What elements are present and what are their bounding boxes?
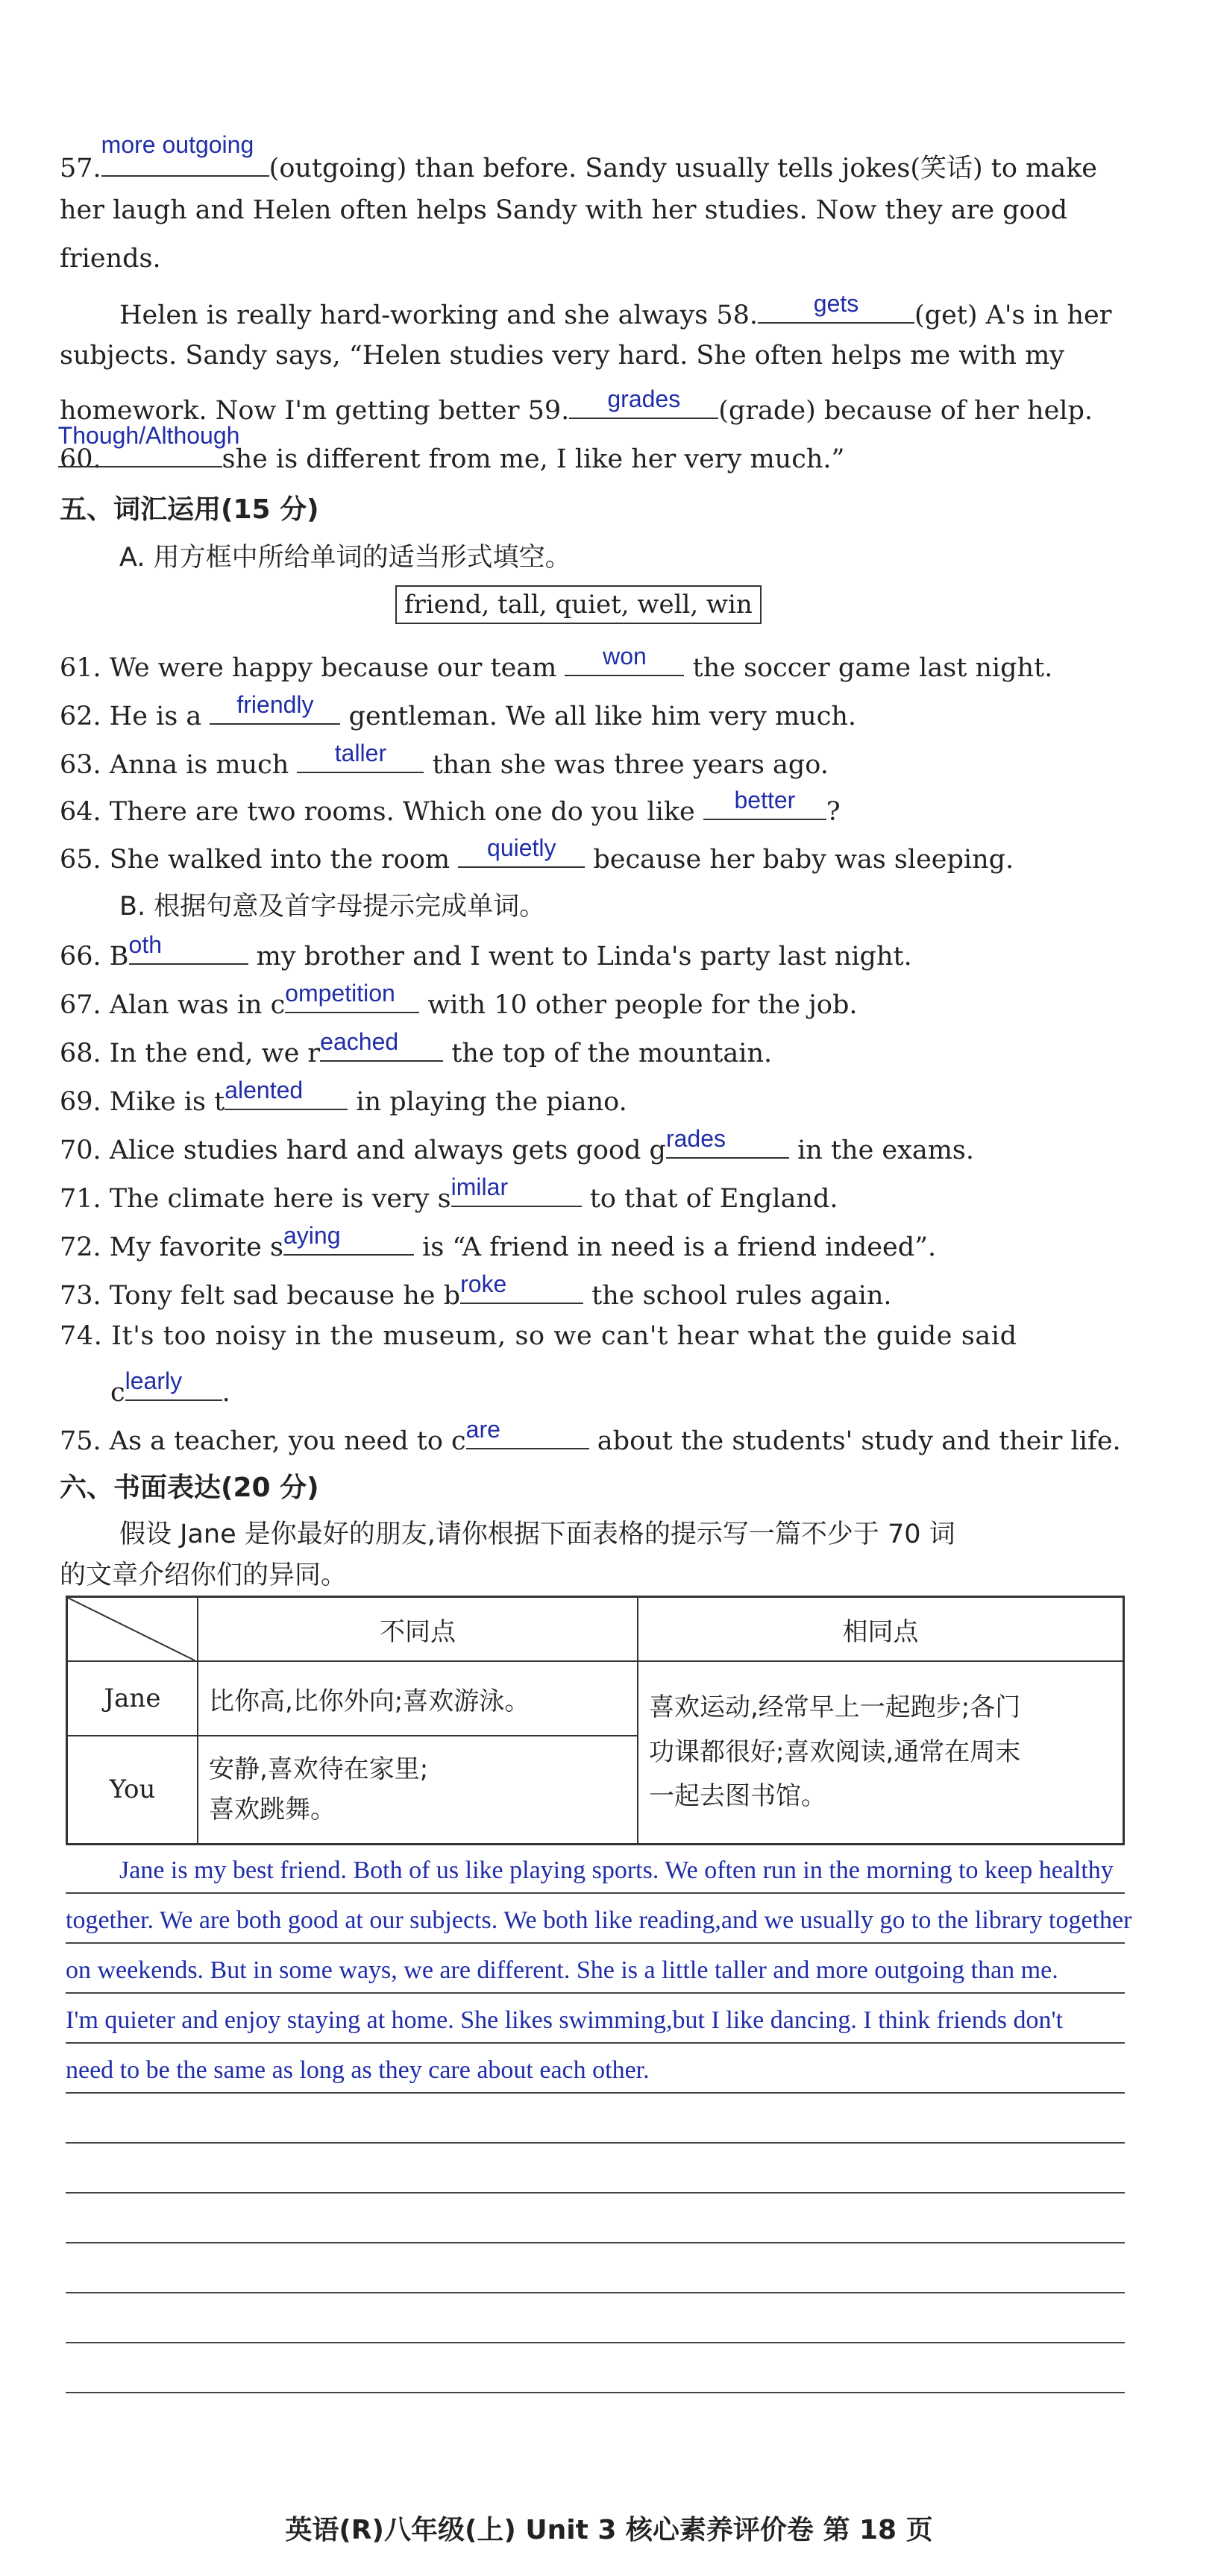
question-69 <box>60 1079 627 1117</box>
q75-post: about the students' study and their life. <box>597 1426 1121 1456</box>
q58-answer: gets <box>813 290 859 317</box>
question-68 <box>60 1030 772 1068</box>
q72-blank[interactable] <box>283 1224 414 1256</box>
q60-answer: Though/Although <box>57 422 240 449</box>
q67-answer: ompetition <box>285 980 395 1007</box>
ruled-line <box>66 2342 1125 2343</box>
question-74-line1: 74. It's too noisy in the museum, so we can't hear what the guide said <box>60 1321 1017 1351</box>
q62-post: gentleman. We all like him very much. <box>348 702 856 731</box>
q62-answer: friendly <box>236 691 314 718</box>
q58-number: 58. <box>716 300 759 330</box>
section6-prompt-1: 假设 Jane 是你最好的朋友,请你根据下面表格的提示写一篇不少于 70 词 <box>119 1520 955 1549</box>
q63-post: than she was three years ago. <box>432 750 829 780</box>
table-header-row <box>67 1597 1124 1662</box>
ruled-line <box>66 2292 1125 2293</box>
essay-line-2: together. We are both good at our subjects. We both like reading,and we usually go to the library together <box>66 1906 1132 1934</box>
passage-line-57 <box>60 131 1097 185</box>
q74-answer: learly <box>125 1367 183 1394</box>
q57-blank[interactable] <box>101 131 269 177</box>
q68-text: 68. In the end, we r <box>60 1039 321 1068</box>
question-61 <box>60 645 1052 683</box>
question-65 <box>60 834 1014 875</box>
you-differences <box>198 1736 638 1844</box>
question-66 <box>60 933 912 971</box>
question-71 <box>60 1176 838 1214</box>
q74-blank[interactable] <box>125 1367 222 1401</box>
section5-partB: B. 根据句意及首字母提示完成单词。 <box>119 892 546 922</box>
question-62 <box>60 693 856 731</box>
ruled-line <box>66 1992 1125 1994</box>
header-similarities: 相同点 <box>638 1597 1124 1662</box>
ruled-line <box>66 2192 1125 2194</box>
q68-blank[interactable] <box>320 1030 443 1062</box>
section5-title: 五、词汇运用(15 分) <box>60 494 319 525</box>
page-footer: 英语(R)八年级(上) Unit 3 核心素养评价卷 第 18 页 <box>285 2515 933 2545</box>
q71-post: to that of England. <box>589 1184 838 1214</box>
q71-blank[interactable] <box>451 1176 582 1207</box>
q65-post: because her baby was sleeping. <box>593 845 1014 875</box>
q63-blank[interactable] <box>297 742 424 773</box>
q64-post: ? <box>826 797 841 827</box>
ruled-line <box>66 2392 1125 2393</box>
q68-answer: eached <box>320 1028 399 1055</box>
q73-blank[interactable] <box>460 1270 583 1304</box>
ruled-line <box>66 1892 1125 1894</box>
q66-post: my brother and I went to Linda's party last night. <box>256 942 912 971</box>
q66-blank[interactable] <box>129 933 248 965</box>
q65-text: 65. She walked into the room <box>60 845 451 875</box>
q61-post: the soccer game last night. <box>692 653 1053 683</box>
ruled-line <box>66 2142 1125 2144</box>
passage-line-4b: (get) A's in her <box>914 300 1112 330</box>
q69-text: 69. Mike is t <box>60 1087 225 1117</box>
ruled-line <box>66 2242 1125 2243</box>
diagonal-line <box>68 1598 195 1660</box>
q59-number: 59. <box>527 396 570 426</box>
q64-blank[interactable] <box>703 789 826 820</box>
passage-line-5: subjects. Sandy says, “Helen studies very hard. She often helps me with my <box>60 341 1065 371</box>
passage-line-4a: Helen is really hard-working and she always <box>119 300 709 330</box>
essay-line-5: need to be the same as long as they care about each other. <box>66 2056 650 2084</box>
similarities-line-1: 喜欢运动,经常早上一起跑步;各门 <box>649 1692 1021 1722</box>
q72-answer: aying <box>283 1222 341 1249</box>
ruled-line <box>66 2092 1125 2094</box>
question-64 <box>60 789 841 827</box>
question-74-line2 <box>110 1367 230 1408</box>
q73-text: 73. Tony felt sad because he b <box>60 1281 461 1311</box>
question-75 <box>60 1418 1121 1456</box>
q75-text: 75. As a teacher, you need to c <box>60 1426 466 1456</box>
q62-text: 62. He is a <box>60 702 202 731</box>
q63-text: 63. Anna is much <box>60 750 289 780</box>
passage-line-7b: she is different from me, I like her very much.” <box>222 444 845 474</box>
q60-number: 60. <box>60 444 101 474</box>
q57-answer: more outgoing <box>101 131 254 158</box>
header-differences: 不同点 <box>198 1597 638 1662</box>
passage-line-58 <box>119 292 1111 330</box>
q64-text: 64. There are two rooms. Which one do you like <box>60 797 695 827</box>
similarities-line-3: 一起去图书馆。 <box>649 1781 826 1811</box>
table-corner-cell <box>67 1597 198 1662</box>
q74-prefix: c <box>110 1378 125 1408</box>
q72-post: is “A friend in need is a friend indeed”. <box>422 1232 937 1262</box>
you-differences-line-1: 安静,喜欢待在家里; <box>209 1754 429 1784</box>
q70-post: in the exams. <box>797 1136 975 1165</box>
question-72 <box>60 1224 936 1262</box>
comparison-table <box>66 1596 1125 1845</box>
section6-prompt-2: 的文章介绍你们的异同。 <box>60 1561 348 1590</box>
question-67 <box>60 982 858 1020</box>
similarities-line-2: 功课都很好;喜欢阅读,通常在周末 <box>649 1736 1021 1767</box>
question-70 <box>60 1127 974 1165</box>
q62-blank[interactable] <box>210 693 340 725</box>
passage-line-59 <box>60 385 1093 426</box>
q71-text: 71. The climate here is very s <box>60 1184 451 1214</box>
q61-blank[interactable] <box>565 645 684 676</box>
q67-blank[interactable] <box>285 982 419 1013</box>
q70-blank[interactable] <box>666 1127 789 1159</box>
q70-text: 70. Alice studies hard and always gets good g <box>60 1136 666 1165</box>
q70-answer: rades <box>665 1125 726 1152</box>
jane-differences: 比你高,比你外向;喜欢游泳。 <box>198 1661 638 1736</box>
q67-post: with 10 other people for the job. <box>427 990 858 1020</box>
you-differences-line-2: 喜欢跳舞。 <box>209 1795 336 1825</box>
q65-blank[interactable] <box>458 834 585 868</box>
section6-title: 六、书面表达(20 分) <box>60 1473 319 1503</box>
q59-blank[interactable] <box>569 385 718 419</box>
q72-text: 72. My favorite s <box>60 1232 283 1262</box>
similarities-cell <box>638 1661 1124 1844</box>
row-label-jane: Jane <box>67 1661 198 1736</box>
passage-line-6a: homework. Now I'm getting better <box>60 396 520 426</box>
essay-line-1: Jane is my best friend. Both of us like playing sports. We often run in the morning to keep healthy <box>119 1857 1114 1884</box>
q61-answer: won <box>603 643 647 670</box>
passage-line-60 <box>57 422 845 474</box>
q69-post: in playing the piano. <box>356 1087 627 1117</box>
section5-partA: A. 用方框中所给单词的适当形式填空。 <box>119 543 571 573</box>
row-label-you: You <box>67 1736 198 1844</box>
ruled-line <box>66 1942 1125 1944</box>
ruled-line <box>66 2042 1125 2044</box>
q68-post: the top of the mountain. <box>451 1039 773 1068</box>
q75-answer: are <box>465 1416 500 1443</box>
passage-line-2: her laugh and Helen often helps Sandy with her studies. Now they are good <box>60 195 1068 225</box>
q59-answer: grades <box>607 385 681 412</box>
q73-answer: roke <box>460 1270 507 1297</box>
q61-text: 61. We were happy because our team <box>60 653 557 683</box>
q73-post: the school rules again. <box>591 1281 892 1311</box>
q69-answer: alented <box>225 1077 304 1103</box>
passage-line-6b: (grade) because of her help. <box>718 396 1093 426</box>
q75-blank[interactable] <box>466 1418 589 1449</box>
q71-answer: imilar <box>451 1174 509 1200</box>
q64-answer: better <box>734 787 796 813</box>
q57-number: 57. <box>60 154 101 183</box>
essay-line-4: I'm quieter and enjoy staying at home. She likes swimming,but I like dancing. I think friends don't <box>66 2006 1064 2034</box>
q74-post: . <box>222 1378 230 1408</box>
q66-text: 66. B <box>60 942 129 971</box>
q67-text: 67. Alan was in c <box>60 990 286 1020</box>
q58-blank[interactable] <box>758 292 914 324</box>
q69-blank[interactable] <box>225 1079 348 1110</box>
essay-line-3: on weekends. But in some ways, we are different. She is a little taller and more outgoing than me. <box>66 1956 1058 1984</box>
question-63 <box>60 742 829 780</box>
passage-line-3: friends. <box>60 244 161 274</box>
question-73 <box>60 1270 892 1311</box>
word-box: friend, tall, quiet, well, win <box>395 585 762 624</box>
q60-blank[interactable] <box>57 422 240 467</box>
q63-answer: taller <box>334 740 387 766</box>
q65-answer: quietly <box>487 834 556 861</box>
table-row-jane <box>67 1661 1124 1736</box>
q57-rest: (outgoing) than before. Sandy usually tells jokes(笑话) to make <box>269 154 1097 183</box>
q66-answer: oth <box>128 931 162 958</box>
